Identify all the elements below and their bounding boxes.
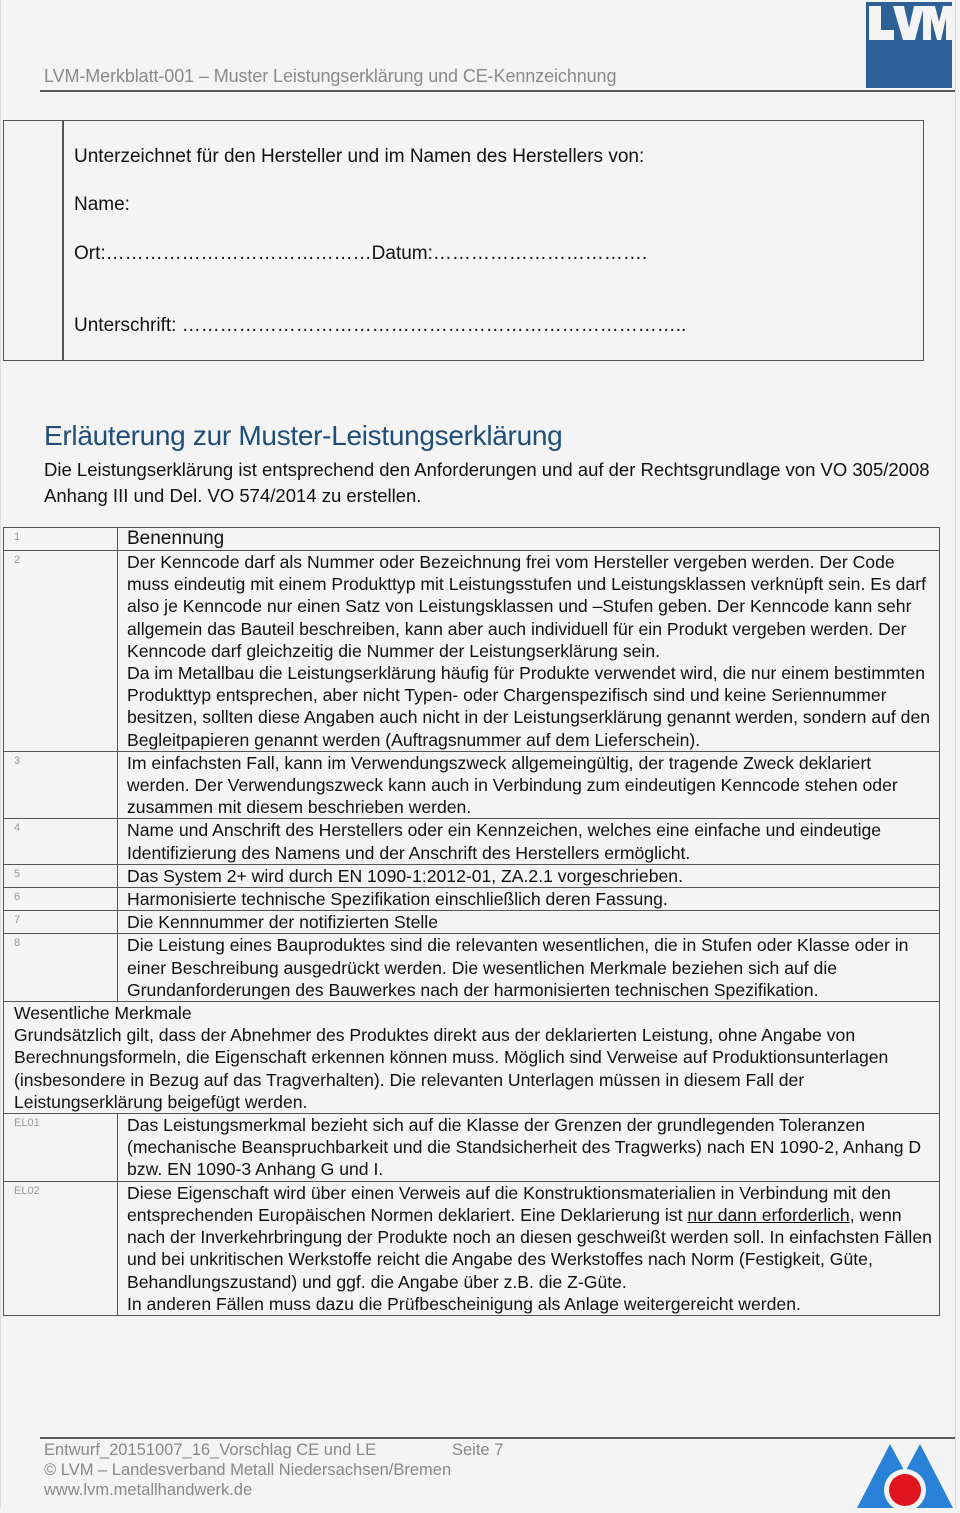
note-paragraph: In anderen Fällen muss dazu die Prüfbescheinigung als Anlage weitergereicht werden. [127,1293,801,1314]
signature-box-divider [62,121,64,360]
note-text [118,1181,940,1315]
name-field[interactable]: Name: [74,194,130,215]
note-text [118,551,940,752]
note-number: 1 [4,528,118,551]
underlined-emphasis: nur dann erforderlich [687,1204,850,1225]
note-paragraph: Der Kenncode darf als Nummer oder Bezeichnung frei vom Hersteller vergeben werden. Der Code muss eindeutig mit einem Produkttyp mit Leistungsstufen und Leistungsklassen verknüpft sein. Es darf also je Kenncode nur einen Satz von Leistungsklassen und –Stufen geben. Der Kenncode kann sehr allgemein das Bauteil beschreiben, kann aber auch individuell für ein Produkt vergeben werden. Der Kenncode darf gleichzeitig die Nummer der Leistungserklärung sein. [127,552,926,661]
table-row [4,1114,940,1182]
lvm-logo-icon [866,2,952,88]
page-edge-right [955,0,956,1508]
page-edge-left [0,0,1,1508]
table-row [4,934,940,1002]
note-text: Das System 2+ wird durch EN 1090-1:2012-01, ZA.2.1 vorgeschrieben. [118,864,940,887]
note-number: EL02 [4,1181,118,1315]
header-divider [40,90,955,92]
note-number: 3 [4,751,118,819]
footer-copyright: © LVM – Landesverband Metall Niedersachsen/Bremen [44,1461,452,1479]
footer-filename: Entwurf_20151007_16_Vorschlag CE und LE [44,1441,377,1459]
note-text: Harmonisierte technische Spezifikation einschließlich deren Fassung. [118,888,940,911]
table-row [4,528,940,551]
note-number: 5 [4,864,118,887]
note-text: Benennung [118,528,940,551]
table-row [4,819,940,864]
place-date-field[interactable]: Ort:……………………………………Datum:……………………………. [74,243,648,264]
note-text: Name und Anschrift des Herstellers oder ein Kennzeichen, welches eine einfache und eindeutige Identifizierung des Namens und der Anschrift des Herstellers ermöglicht. [118,819,940,864]
note-number: 4 [4,819,118,864]
note-text: Das Leistungsmerkmal bezieht sich auf die Klasse der Grenzen der grundlegenden Toleranzen (mechanische Beanspruchbarkeit und die Standsicherheit des Tragwerks) nach EN 1090-2, Anhang D bzw. EN 1090-3 Anhang G und I. [118,1114,940,1182]
note-text: Im einfachsten Fall, kann im Verwendungszweck allgemeingültig, der tragende Zweck deklariert werden. Der Verwendungszweck kann auch in Verbindung zum eindeutigen Kenncode stehen oder zusammen mit diesem beschrieben werden. [118,751,940,819]
signature-field[interactable]: Unterschrift: …………………………………………………………………….. [74,315,687,336]
footer-divider [40,1437,955,1439]
note-paragraph [127,1182,933,1293]
note-number: 7 [4,911,118,934]
note-number: EL01 [4,1114,118,1182]
table-row [4,1181,940,1315]
table-row [4,911,940,934]
note-text-part: Diese Eigenschaft wird über einen Verweis auf die Konstruktionsmaterialien in Verbindung mit den entsprechenden Europäischen Normen deklariert. Eine Deklarierung ist [127,1182,891,1225]
essential-features-text: Grundsätzlich gilt, dass der Abnehmer des Produktes direkt aus der deklarierten Leistung, ohne Angabe von Berechnungsformeln, die Eigenschaft erkennen können muss. Möglich sind Verweise auf Produktionsunterlagen (insbesondere in Bezug auf das Tragverhalten). Die relevanten Unterlagen müssen in diesem Fall der Leistungserklärung beigefügt werden. [14,1025,889,1112]
note-number: 8 [4,934,118,1002]
lvm-mountain-logo-icon [855,1440,955,1508]
note-text: Die Kennnummer der notifizierten Stelle [118,911,940,934]
footer-website-link[interactable]: www.lvm.metallhandwerk.de [44,1481,253,1499]
notes-table [3,527,940,1316]
note-paragraph: Da im Metallbau die Leistungserklärung häufig für Produkte verwendet wird, die nur einem bestimmten Produkttyp entsprechen, aber nicht Typen- oder Chargenspezifisch sind und keine Seriennummer besitzen, sollten diese Angaben auch nicht in der Leistungserklärung genannt werden, sondern auf den Begleitpapieren genannt werden (Auftragsnummer auf dem Lieferschein). [127,663,931,750]
table-row [4,751,940,819]
section-intro: Die Leistungserklärung ist entsprechend den Anforderungen und auf der Rechtsgrundlage von VO 305/2008 Anhang III und Del. VO 574/2014 zu erstellen. [44,459,930,506]
footer-page-number: Seite 7 [452,1441,504,1459]
signed-for-label: Unterzeichnet für den Hersteller und im Namen des Herstellers von: [74,146,645,167]
table-row [4,888,940,911]
note-number: 2 [4,551,118,752]
note-text-part: , wenn nach der Inverkehrbringung der Produkte noch an diesen geschweißt werden soll. In einfachsten Fällen und bei unkritischen Werkstoffe reicht die Angabe des Werkstoffes nach Norm (Festigkeit, Güte, Behandlungszustand) und ggf. die Angabe über z.B. die Z-Güte. [127,1204,932,1292]
note-text: Die Leistung eines Bauproduktes sind die relevanten wesentlichen, die in Stufen oder Klasse oder in einer Beschreibung ausgedrückt werden. Die wesentlichen Merkmale beziehen sich auf die Grundanforderungen des Bauwerkes nach der harmonisierten technischen Spezifikation. [118,934,940,1002]
note-number: 6 [4,888,118,911]
table-row [4,1002,940,1114]
table-row [4,864,940,887]
section-heading: Erläuterung zur Muster-Leistungserklärung [44,420,563,451]
essential-features-title: Wesentliche Merkmale [14,1003,192,1024]
table-row [4,551,940,752]
document-header-title: LVM-Merkblatt-001 – Muster Leistungserklärung und CE-Kennzeichnung [44,66,617,86]
signature-box [3,120,924,361]
essential-features-cell [4,1002,940,1114]
